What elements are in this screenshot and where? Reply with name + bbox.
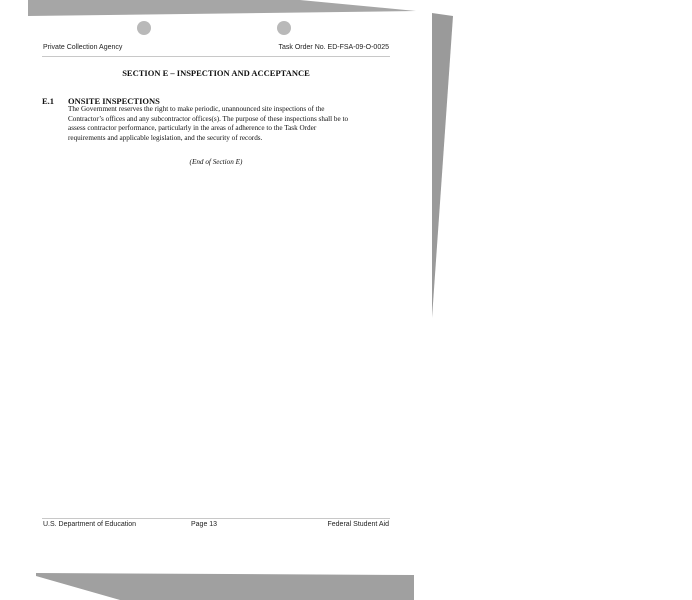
clause-line: The Government reserves the right to make periodic, unannounced site inspections of the (68, 105, 325, 113)
header-left: Private Collection Agency (43, 44, 123, 51)
clause-line: assess contractor performance, particularly in the areas of adherence to the Task Order (68, 124, 317, 132)
top-edge-shadow (28, 0, 416, 16)
punch-hole-left (137, 21, 151, 35)
clause-line: Contractor’s offices and any subcontractor offices(s). The purpose of these inspections shall be to (68, 114, 349, 123)
footer-rule (42, 518, 390, 519)
header-rule (42, 56, 390, 57)
header-right: Task Order No. ED-FSA-09-O-0025 (278, 44, 389, 51)
footer-right: Federal Student Aid (327, 521, 389, 528)
section-title: SECTION E – INSPECTION AND ACCEPTANCE (122, 68, 310, 78)
bottom-edge-shadow (36, 573, 414, 600)
clause-number: E.1 (42, 96, 55, 106)
right-page-shadow (432, 13, 453, 318)
end-of-section-note: (End of Section E) (189, 158, 243, 166)
clause-line: requirements and applicable legislation, and the security of records. (68, 133, 263, 142)
footer-center: Page 13 (191, 521, 218, 528)
clause-body (68, 105, 390, 143)
punch-hole-right (277, 21, 291, 35)
footer-left: U.S. Department of Education (43, 521, 136, 528)
clause-title: ONSITE INSPECTIONS (68, 96, 160, 106)
